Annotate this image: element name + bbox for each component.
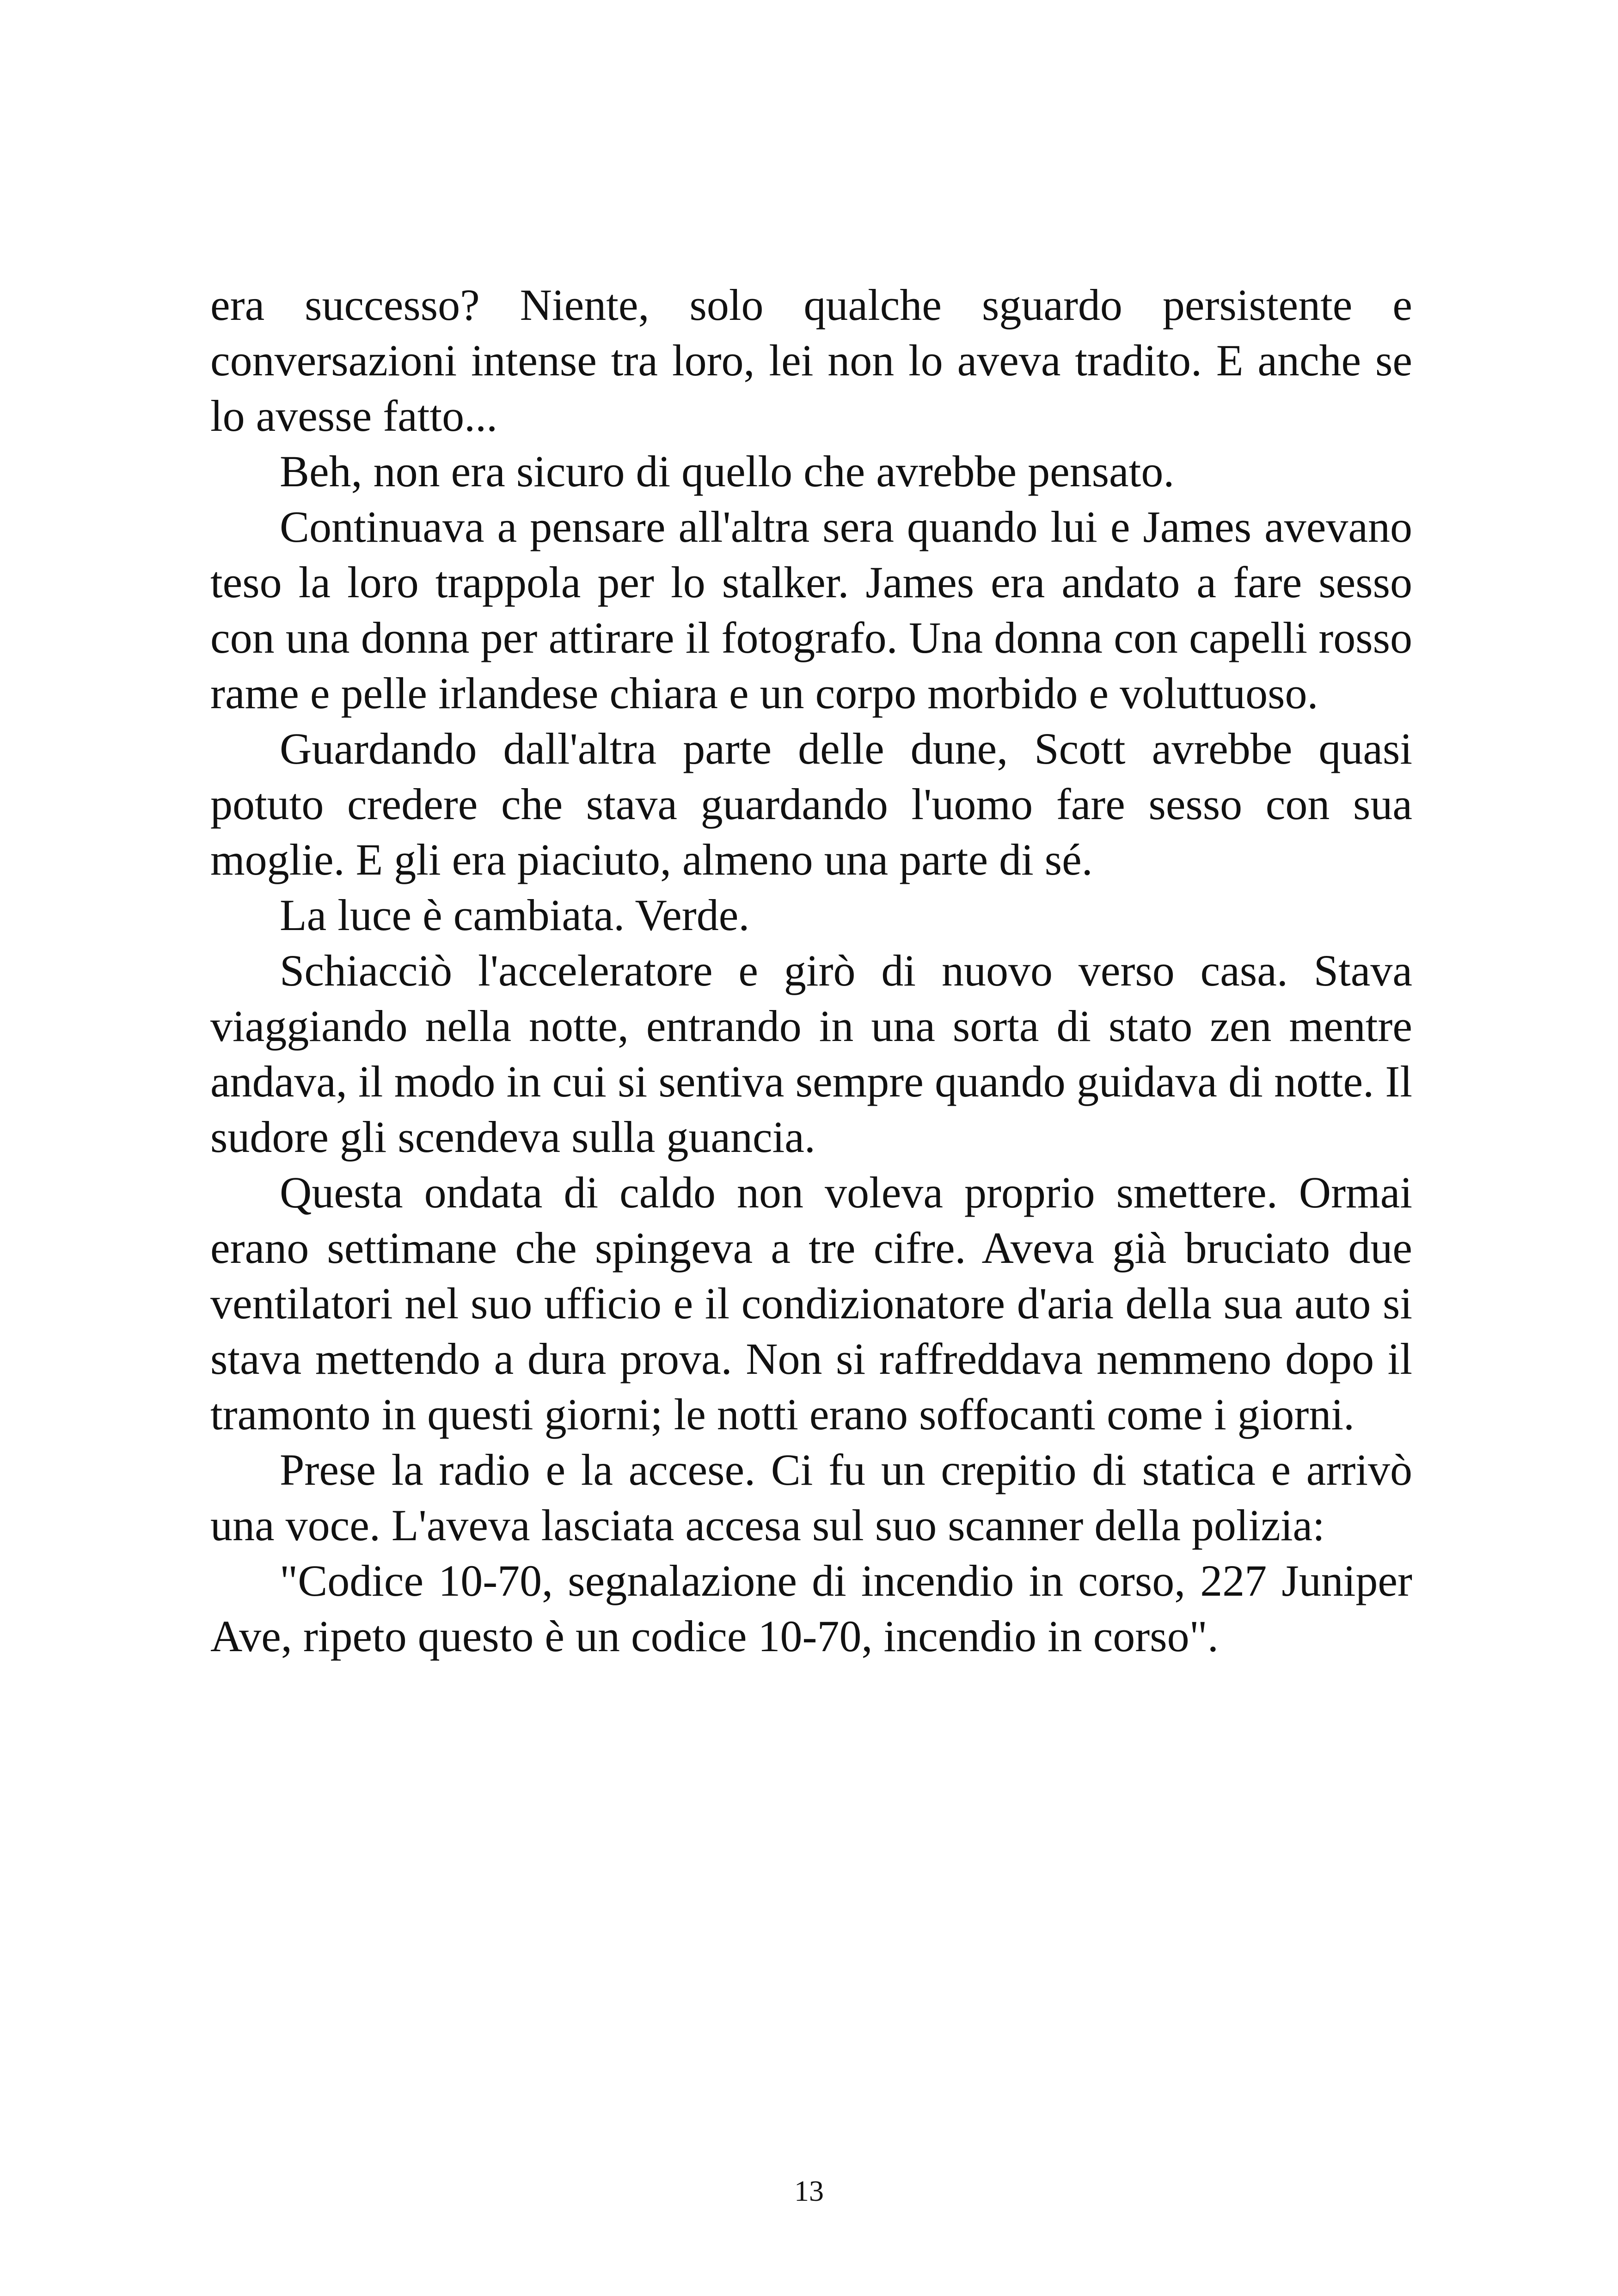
- paragraph: Continuava a pensare all'altra sera quando lui e James avevano teso la loro trappola per lo stalker. James era andato a fare sesso con una donna per attirare il fotografo. Una donna con capelli rosso rame e pelle irlandese chiara e un corpo morbido e voluttuoso.: [210, 502, 1412, 718]
- paragraph: Questa ondata di caldo non voleva proprio smettere. Ormai erano settimane che spingeva a tre cifre. Aveva già bruciato due ventilatori nel suo ufficio e il condizionatore d'aria della sua auto si stava mettendo a dura prova. Non si raffreddava nemmeno dopo il tramonto in questi giorni; le notti erano soffocanti come i giorni.: [210, 1168, 1412, 1439]
- paragraph: era successo? Niente, solo qualche sguardo persistente e conversazioni intense tra loro, lei non lo aveva tradito. E anche se lo avesse fatto...: [210, 280, 1412, 441]
- paragraph: Guardando dall'altra parte delle dune, Scott avrebbe quasi potuto credere che stava guardando l'uomo fare sesso con sua moglie. E gli era piaciuto, almeno una parte di sé.: [210, 724, 1412, 884]
- paragraph: Schiacciò l'acceleratore e girò di nuovo verso casa. Stava viaggiando nella notte, entrando in una sorta di stato zen mentre andava, il modo in cui si sentiva sempre quando guidava di notte. Il sudore gli scendeva sulla guancia.: [210, 946, 1412, 1162]
- paragraph: Beh, non era sicuro di quello che avrebbe pensato.: [280, 447, 1175, 496]
- paragraph: "Codice 10-70, segnalazione di incendio in corso, 227 Juniper Ave, ripeto questo è un codice 10-70, incendio in corso".: [210, 1556, 1412, 1661]
- body-text: [210, 277, 1412, 1664]
- paragraph: Prese la radio e la accese. Ci fu un crepitio di statica e arrivò una voce. L'aveva lasciata accesa sul suo scanner della polizia:: [210, 1445, 1412, 1550]
- paragraph: La luce è cambiata. Verde.: [280, 890, 750, 940]
- page-number: 13: [794, 2174, 824, 2207]
